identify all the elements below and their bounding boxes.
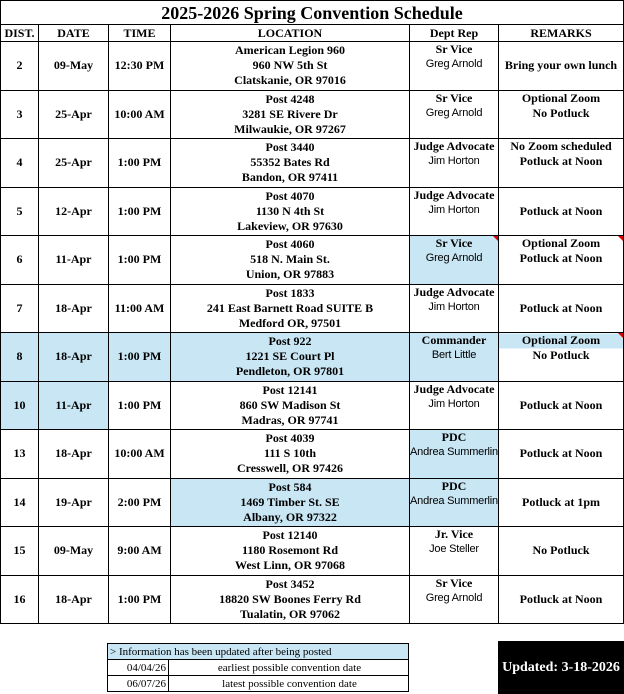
cell-dept-rep xyxy=(410,527,499,576)
cell-date: 12-Apr xyxy=(39,187,109,236)
rep-name: Greg Arnold xyxy=(425,252,483,264)
col-header-dept-rep: Dept Rep xyxy=(410,25,499,42)
remark-line-1: Potluck at Noon xyxy=(519,446,603,461)
cell-remarks xyxy=(499,381,624,430)
cell-remarks xyxy=(499,236,624,285)
rep-name: Jim Horton xyxy=(428,203,480,216)
cell-remarks xyxy=(499,42,624,91)
schedule-table xyxy=(0,24,624,624)
location-name: Post 4039 xyxy=(265,431,315,446)
location-name: Post 3440 xyxy=(265,140,315,155)
cell-dist: 10 xyxy=(1,381,39,430)
location-name: Post 3452 xyxy=(265,576,315,591)
rep-name: Jim Horton xyxy=(428,155,480,167)
cell-remarks xyxy=(499,478,624,527)
cell-time: 2:00 PM xyxy=(109,478,171,527)
cell-time: 1:00 PM xyxy=(109,333,171,382)
location-street: 241 East Barnett Road SUITE B xyxy=(206,300,374,315)
cell-date: 25-Apr xyxy=(39,139,109,188)
location-street: 111 S 10th xyxy=(263,446,317,461)
rep-title: Sr Vice xyxy=(435,90,473,105)
rep-name: Greg Arnold xyxy=(425,591,483,604)
cell-dist: 13 xyxy=(1,430,39,479)
location-street: 55352 Bates Rd xyxy=(250,155,330,170)
rep-title: Commander xyxy=(421,333,487,347)
cell-dept-rep xyxy=(410,575,499,624)
cell-date: 18-Apr xyxy=(39,575,109,624)
location-city: Albany, OR 97322 xyxy=(243,509,337,524)
rep-title: Judge Advocate xyxy=(413,139,495,153)
remark-line-1: Potluck at Noon xyxy=(519,203,603,218)
cell-dist: 6 xyxy=(1,236,39,285)
location-city: Pendleton, OR 97801 xyxy=(235,364,345,379)
location-city: Tualatin, OR 97062 xyxy=(240,606,340,621)
cell-time: 10:00 AM xyxy=(109,90,171,139)
location-city: Lakeview, OR 97630 xyxy=(237,218,343,233)
location-street: 1180 Rosemont Rd xyxy=(241,543,338,558)
remark-line-1: Optional Zoom xyxy=(521,333,601,347)
location-street: 1221 SE Court Pl xyxy=(245,349,335,364)
cell-date: 25-Apr xyxy=(39,90,109,139)
rep-name: Andrea Summerlin xyxy=(410,494,498,507)
location-city: Union, OR 97883 xyxy=(245,267,335,282)
cell-remarks xyxy=(499,90,624,139)
rep-name: Andrea Summerlin xyxy=(410,446,498,458)
location-city: Medford OR, 97501 xyxy=(238,315,342,330)
cell-dept-rep xyxy=(410,90,499,139)
cell-time: 1:00 PM xyxy=(109,381,171,430)
location-street: 1130 N 4th St xyxy=(255,203,325,218)
cell-dept-rep xyxy=(410,478,499,527)
cell-dist: 2 xyxy=(1,42,39,91)
cell-remarks xyxy=(499,430,624,479)
cell-date: 09-May xyxy=(39,42,109,91)
location-city: Milwaukie, OR 97267 xyxy=(234,121,346,136)
table-row xyxy=(1,187,624,236)
rep-name: Jim Horton xyxy=(428,300,480,313)
cell-dept-rep xyxy=(410,430,499,479)
location-city: Bandon, OR 97411 xyxy=(241,170,339,185)
cell-location xyxy=(171,430,410,479)
location-street: 18820 SW Boones Ferry Rd xyxy=(219,591,361,606)
cell-location xyxy=(171,284,410,333)
location-city: Clatskanie, OR 97016 xyxy=(234,73,346,88)
cell-remarks xyxy=(499,139,624,188)
col-header-remarks: REMARKS xyxy=(499,25,624,42)
col-header-date: DATE xyxy=(39,25,109,42)
location-name: Post 4070 xyxy=(265,188,315,203)
rep-title: Judge Advocate xyxy=(413,284,495,299)
remark-line-2: Potluck at Noon xyxy=(519,251,603,265)
location-name: Post 922 xyxy=(268,334,312,349)
cell-dist: 14 xyxy=(1,478,39,527)
remark-line-2: Potluck at Noon xyxy=(519,154,603,168)
col-header-dist: DIST. xyxy=(1,25,39,42)
remark-line-1: Optional Zoom xyxy=(521,90,601,105)
cell-remarks xyxy=(499,333,624,382)
cell-date: 18-Apr xyxy=(39,430,109,479)
table-row xyxy=(1,90,624,139)
rep-name: Jim Horton xyxy=(428,397,480,410)
legend-earliest-label: earliest possible convention date xyxy=(169,660,409,676)
cell-location xyxy=(171,575,410,624)
cell-location xyxy=(171,381,410,430)
cell-remarks xyxy=(499,284,624,333)
cell-location xyxy=(171,333,410,382)
location-name: Post 584 xyxy=(268,479,312,494)
remark-line-1: Potluck at Noon xyxy=(519,300,603,315)
table-row xyxy=(1,139,624,188)
rep-title: PDC xyxy=(441,430,467,444)
location-name: American Legion 960 xyxy=(235,43,345,58)
cell-time: 1:00 PM xyxy=(109,187,171,236)
remark-line-1: Optional Zoom xyxy=(521,236,601,250)
location-city: Cresswell, OR 97426 xyxy=(236,461,344,476)
table-row xyxy=(1,42,624,91)
remark-line-1: No Potluck xyxy=(532,543,590,558)
remark-line-1: No Zoom scheduled xyxy=(510,139,612,153)
cell-dist: 3 xyxy=(1,90,39,139)
legend-table xyxy=(107,643,409,692)
header-row xyxy=(1,25,624,42)
location-street: 860 SW Madison St xyxy=(239,397,341,412)
location-street: 518 N. Main St. xyxy=(250,252,330,267)
legend-latest-date: 06/07/26 xyxy=(108,676,169,692)
cell-dept-rep xyxy=(410,333,499,382)
rep-title: Sr Vice xyxy=(435,575,473,590)
cell-time: 1:00 PM xyxy=(109,575,171,624)
remark-line-2: No Potluck xyxy=(532,105,590,120)
location-name: Post 1833 xyxy=(265,285,315,300)
cell-remarks xyxy=(499,187,624,236)
cell-date: 19-Apr xyxy=(39,478,109,527)
table-row xyxy=(1,478,624,527)
cell-date: 18-Apr xyxy=(39,284,109,333)
location-name: Post 4248 xyxy=(265,91,315,106)
cell-date: 09-May xyxy=(39,527,109,576)
rep-title: PDC xyxy=(441,478,467,493)
cell-dist: 4 xyxy=(1,139,39,188)
rep-title: Sr Vice xyxy=(435,236,473,250)
remark-line-1: Potluck at Noon xyxy=(519,591,603,606)
table-row xyxy=(1,236,624,285)
location-street: 960 NW 5th St xyxy=(252,58,328,73)
cell-dist: 7 xyxy=(1,284,39,333)
rep-name: Bert Little xyxy=(431,349,477,361)
rep-title: Jr. Vice xyxy=(434,527,474,541)
cell-remarks xyxy=(499,527,624,576)
cell-dept-rep xyxy=(410,187,499,236)
cell-time: 9:00 AM xyxy=(109,527,171,576)
table-row xyxy=(1,527,624,576)
cell-dist: 5 xyxy=(1,187,39,236)
remark-line-2: No Potluck xyxy=(532,348,590,362)
cell-time: 11:00 AM xyxy=(109,284,171,333)
table-row xyxy=(1,575,624,624)
cell-dist: 15 xyxy=(1,527,39,576)
table-row xyxy=(1,333,624,382)
cell-dept-rep xyxy=(410,42,499,91)
table-row xyxy=(1,284,624,333)
col-header-time: TIME xyxy=(109,25,171,42)
cell-remarks xyxy=(499,575,624,624)
location-street: 3281 SE Rivere Dr xyxy=(242,106,338,121)
rep-name: Greg Arnold xyxy=(425,106,483,119)
location-city: West Linn, OR 97068 xyxy=(234,558,345,573)
rep-name: Joe Steller xyxy=(429,543,479,555)
cell-location xyxy=(171,42,410,91)
table-row xyxy=(1,381,624,430)
remark-line-1: Potluck at 1pm xyxy=(522,494,600,509)
cell-time: 10:00 AM xyxy=(109,430,171,479)
rep-title: Judge Advocate xyxy=(413,187,495,202)
remark-line-1: Bring your own lunch xyxy=(504,58,618,73)
rep-name: Greg Arnold xyxy=(425,58,483,70)
location-street: 1469 Timber St. SE xyxy=(240,494,340,509)
cell-location xyxy=(171,236,410,285)
cell-location xyxy=(171,187,410,236)
table-row xyxy=(1,430,624,479)
cell-dist: 16 xyxy=(1,575,39,624)
cell-dist: 8 xyxy=(1,333,39,382)
updated-badge: Updated: 3-18-2026 xyxy=(498,641,624,694)
cell-time: 12:30 PM xyxy=(109,42,171,91)
cell-location xyxy=(171,478,410,527)
location-name: Post 12141 xyxy=(262,382,318,397)
location-name: Post 12140 xyxy=(262,528,318,543)
location-name: Post 4060 xyxy=(265,237,315,252)
remark-line-1: Potluck at Noon xyxy=(519,397,603,412)
legend-note: > Information has been updated after being posted xyxy=(108,644,409,660)
rep-title: Sr Vice xyxy=(435,42,473,56)
cell-dept-rep xyxy=(410,139,499,188)
legend-latest-label: latest possible convention date xyxy=(169,676,409,692)
col-header-location: LOCATION xyxy=(171,25,410,42)
cell-date: 18-Apr xyxy=(39,333,109,382)
cell-time: 1:00 PM xyxy=(109,139,171,188)
cell-dept-rep xyxy=(410,284,499,333)
cell-date: 11-Apr xyxy=(39,381,109,430)
cell-time: 1:00 PM xyxy=(109,236,171,285)
location-city: Madras, OR 97741 xyxy=(241,412,339,427)
cell-date: 11-Apr xyxy=(39,236,109,285)
rep-title: Judge Advocate xyxy=(413,381,495,396)
cell-location xyxy=(171,90,410,139)
cell-location xyxy=(171,139,410,188)
cell-dept-rep xyxy=(410,381,499,430)
cell-dept-rep xyxy=(410,236,499,285)
cell-location xyxy=(171,527,410,576)
page-title: 2025-2026 Spring Convention Schedule xyxy=(0,0,624,25)
legend-earliest-date: 04/04/26 xyxy=(108,660,169,676)
